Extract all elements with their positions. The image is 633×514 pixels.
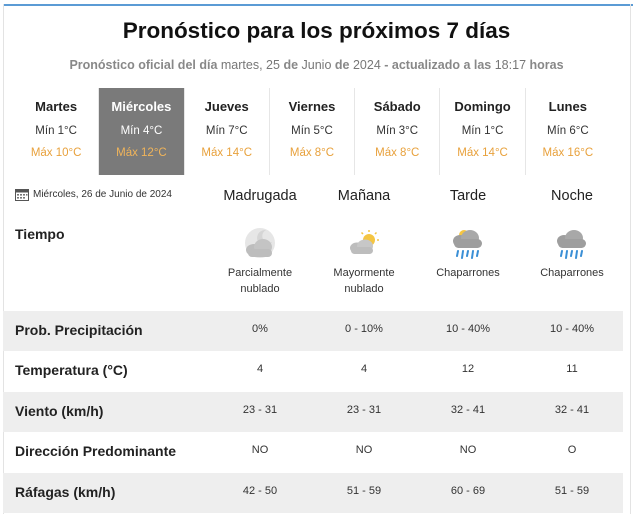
row-label: Ráfagas (km/h) [15,484,116,500]
day-max-temp: Máx 8°C [289,147,335,159]
row-value: NO [355,444,373,456]
detail-date [15,188,172,201]
row-value: 12 [461,363,475,375]
weather-cell-madrugada [205,226,315,297]
day-min-temp: Mín 5°C [291,125,333,137]
day-max-temp: Máx 14°C [457,147,508,159]
day-tab-miercoles[interactable] [99,88,184,175]
weather-desc: Mayormente nublado [333,267,395,295]
weather-desc: Chaparrones [540,267,604,279]
day-name: Lunes [548,99,587,114]
row-label: Dirección Predominante [15,443,177,459]
day-tab-domingo[interactable] [440,88,525,175]
day-tab-lunes[interactable] [526,88,610,175]
row-value: 51 - 59 [554,485,590,497]
row-value: 51 - 59 [346,485,382,497]
weather-cell-tarde [413,226,523,281]
row-label: Prob. Precipitación [15,322,143,338]
row-rafagas [3,473,623,513]
row-value: 42 - 50 [242,485,278,497]
partly-cloudy-night-icon [238,226,282,262]
row-value: 11 [566,363,578,375]
period-header-noche: Noche [551,188,593,204]
row-value: 60 - 69 [450,485,486,497]
day-name: Sábado [373,99,421,114]
day-max-temp: Máx 16°C [542,147,594,159]
day-min-temp: Mín 1°C [461,125,504,137]
detail-date-text: Miércoles, 26 de Junio de 2024 [33,189,172,200]
day-tab-martes[interactable] [14,88,99,175]
weather-cell-manana [309,226,419,297]
day-min-temp: Mín 1°C [35,125,77,137]
period-header-manana: Mañana [337,188,391,204]
day-max-temp: Máx 14°C [201,147,253,159]
row-value: NO [459,444,477,456]
period-header-tarde: Tarde [449,188,487,204]
day-max-temp: Máx 10°C [30,147,82,159]
day-tab-viernes[interactable] [270,88,355,175]
tiempo-label: Tiempo [15,226,65,242]
day-min-temp: Mín 6°C [546,125,589,137]
weather-cell-noche [517,226,627,281]
row-prob-precipitacion [3,311,623,351]
row-value: 10 - 40% [549,323,595,335]
row-label: Viento (km/h) [15,403,104,419]
calendar-icon [15,188,29,201]
row-value: 23 - 31 [242,404,278,416]
row-value: 4 [256,363,264,375]
row-value: 23 - 31 [346,404,382,416]
day-name: Jueves [204,99,249,114]
day-name: Miércoles [111,99,172,114]
row-value: NO [251,444,269,456]
day-name: Domingo [454,99,511,114]
row-value: 0 - 10% [345,323,383,335]
row-value: 0% [252,323,268,335]
mostly-cloudy-sun-icon [342,226,386,262]
page-subtitle: Pronóstico oficial del día martes, 25 de Junio de 2024 - actualizado a las 18:17 horas [69,58,564,72]
weather-desc: Chaparrones [436,267,500,279]
day-max-temp: Máx 12°C [116,147,167,159]
storm-showers-icon [446,226,490,262]
right-border [630,4,631,514]
day-name: Viernes [288,99,336,114]
day-max-temp: Máx 8°C [375,147,420,159]
row-value: 32 - 41 [554,404,590,416]
day-tab-sabado[interactable] [355,88,440,175]
row-label: Temperatura (°C) [15,362,128,378]
row-value: 32 - 41 [450,404,486,416]
weather-desc: Parcialmente nublado [227,267,293,295]
day-tab-jueves[interactable] [185,88,270,175]
row-temperatura [3,351,623,391]
row-value: 4 [360,363,368,375]
row-direccion [3,432,623,472]
day-min-temp: Mín 7°C [205,125,248,137]
storm-showers-icon [550,226,594,262]
day-min-temp: Mín 4°C [120,125,163,137]
row-value: O [567,444,577,456]
row-value: 10 - 40% [445,323,491,335]
day-min-temp: Mín 3°C [376,125,419,137]
day-name: Martes [35,99,78,114]
page-title: Pronóstico para los próximos 7 días [122,18,511,43]
day-tabs [14,88,610,175]
period-header-madrugada: Madrugada [223,188,297,204]
row-viento [3,392,623,432]
top-border [3,4,633,6]
